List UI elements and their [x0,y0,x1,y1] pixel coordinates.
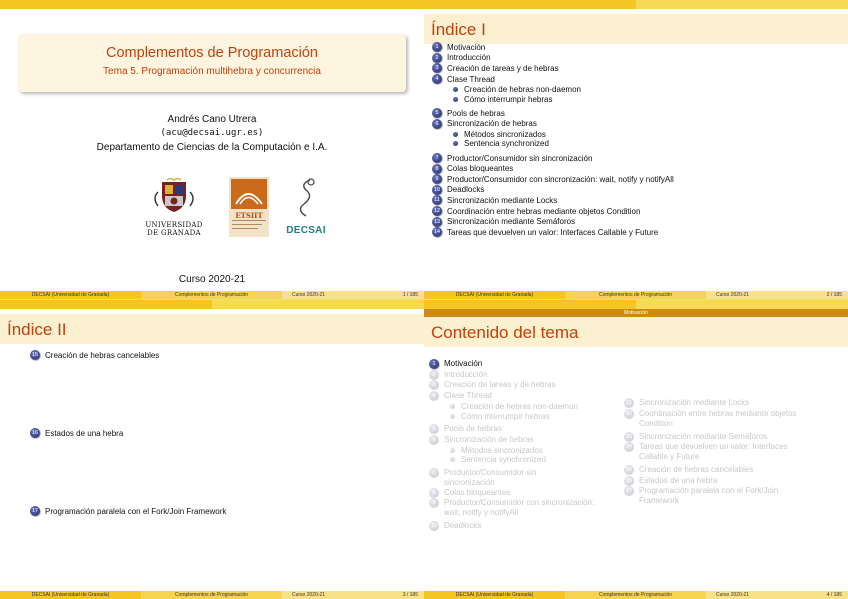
ugr-name-line1: UNIVERSIDAD [145,221,203,229]
toc-item[interactable] [30,350,159,360]
section-number-icon: 7 [432,153,442,163]
toc-item[interactable] [30,428,123,438]
toc-item[interactable] [429,380,619,391]
toc-label: Productor/Consumidor sin sincronización [447,153,593,163]
section-number-icon: 10 [430,523,438,530]
toc-label: Creación de hebras cancelables [45,350,160,360]
section-number-icon: 9 [429,498,439,508]
frame-title: Contenido del tema [431,323,579,342]
section-number-icon: 17 [625,488,633,495]
toc-sublabel: Métodos sincronizados [464,129,546,139]
toc-label: Introducción [444,369,488,379]
top-bar-right [636,0,848,9]
slide-1-title[interactable] [0,0,424,299]
toc-label: Sincronización mediante Semáforos [639,431,768,441]
nav-current-section[interactable]: Motivación [624,310,648,316]
toc-item[interactable] [429,521,619,532]
toc-label: Pools de hebras [444,423,502,433]
toc-sublabel: Sentencia synchronized [464,139,549,149]
section-number-icon: 11 [624,398,634,408]
toc-sublabel: Creación de hebras non-daemon [461,401,578,411]
etsiit-emblem-icon [228,176,270,238]
section-number-icon: 13 [625,433,633,440]
table-of-contents [432,42,842,238]
footer-short-title: Complementos de Programación [565,291,706,299]
footer-short-title: Complementos de Programación [565,591,706,599]
footer-course-page [706,291,848,299]
toc-label: Programación paralela con el Fork/Join Framework [639,486,779,506]
section-number-icon: 11 [432,195,442,205]
toc-item[interactable] [432,63,842,74]
toc-item[interactable] [432,53,842,64]
toc-label: Colas bloqueantes [444,487,511,497]
toc-item[interactable] [429,468,569,488]
toc-sublabel: Creación de hebras non-daemon [464,84,581,94]
footer-page: 2 / 185 [826,292,842,298]
bullet-icon [450,414,455,419]
toc-item[interactable] [429,424,619,435]
slide-3-index-2[interactable] [0,300,424,599]
toc-item[interactable] [432,206,842,217]
toc-item[interactable] [624,442,804,462]
toc-label: Deadlocks [444,521,482,531]
toc-subitem[interactable] [432,84,842,94]
toc-item[interactable] [432,216,842,227]
ugr-name-line2: DE GRANADA [147,229,201,237]
toc-subitem[interactable] [429,455,619,465]
footer-page: 4 / 185 [826,592,842,598]
bullet-icon [450,404,455,409]
toc-label: Sincronización mediante Locks [447,195,558,205]
slide-2-index-1[interactable] [424,0,848,299]
presentation-title: Complementos de Programación [106,45,318,61]
footer [0,591,424,599]
decsai-logo [280,176,332,236]
frame-title-bar [424,14,848,44]
top-bar-right [212,300,424,309]
toc-label: Sincronización de hebras [447,119,537,129]
toc-item-current[interactable] [429,359,619,370]
bullet-icon [453,97,458,102]
footer-institution: DECSAI (Universidad de Granada) [0,291,141,299]
frame-title-bar [0,314,424,344]
section-number-icon: 14 [625,444,633,451]
section-number-icon: 13 [433,218,441,225]
department: Departamento de Ciencias de la Computación e I.A. [96,142,328,153]
toc-item[interactable] [624,476,824,487]
toc-item[interactable] [432,153,842,164]
section-number-icon: 16 [625,477,633,484]
section-navigation [424,309,848,317]
footer-institution: DECSAI (Universidad de Granada) [424,591,565,599]
top-bar-right [636,300,848,309]
footer-course: Curso 2020-21 [292,292,326,298]
section-number-icon: 1 [432,42,442,52]
section-number-icon: 10 [433,186,441,193]
footer [0,291,424,299]
toc-sublabel: Métodos sincronizados [461,445,543,455]
footer-institution: DECSAI (Universidad de Granada) [0,591,141,599]
bullet-icon [453,87,458,92]
footer-course: Curso 2020-21 [716,292,750,298]
toc-item[interactable] [432,119,842,130]
contents-left-column [429,359,619,532]
contents-right-column [624,398,824,506]
toc-item[interactable] [429,435,619,446]
toc-label: Coordinación entre hebras mediante objetos Condition [639,408,797,428]
toc-label: Estados de una hebra [639,475,718,485]
top-bar-left [424,0,636,9]
footer-course-page [282,291,424,299]
toc-label: Creación de tareas y de hebras [447,63,559,73]
toc-subitem[interactable] [429,445,619,455]
section-number-icon: 15 [31,352,39,358]
toc-subitem[interactable] [432,129,842,139]
section-number-icon: 1 [429,359,439,369]
section-number-icon: 6 [429,435,439,445]
toc-label: Pools de hebras [447,108,505,118]
section-number-icon: 4 [432,74,442,84]
toc-subitem[interactable] [429,401,619,411]
toc-item[interactable] [432,185,842,196]
slide-4-contents[interactable] [424,300,848,599]
footer-institution: DECSAI (Universidad de Granada) [424,291,565,299]
toc-item[interactable] [624,409,814,429]
toc-label: Creación de hebras cancelables [639,465,754,475]
decsai-wordmark: DECSAI [286,225,326,236]
toc-label: Sincronización mediante Locks [639,398,750,407]
bullet-icon [450,457,455,462]
toc-label: Estados de una hebra [45,428,124,438]
toc-subitem[interactable] [429,411,619,421]
frame-title: Índice I [431,20,486,39]
bullet-icon [453,141,458,146]
footer-course-page [706,591,848,599]
toc-item[interactable] [30,506,226,516]
author-name: Andrés Cano Utrera [167,114,257,125]
toc-item[interactable] [624,465,824,476]
toc-label: Clase Thread [444,390,492,400]
decsai-swirl-icon [280,176,332,220]
ugr-logo [134,178,214,237]
etsiit-logo [228,176,270,238]
toc-item[interactable] [432,74,842,85]
toc-label: Sincronización mediante Semáforos [447,217,576,227]
ugr-crest-icon [134,178,214,216]
section-number-icon: 6 [432,119,442,129]
toc-label: Deadlocks [447,185,485,195]
toc-label: Productor/Consumidor con sincronización: wait, notify y notifyAll [447,174,674,184]
footer-course: Curso 2020-21 [716,592,750,598]
toc-label: Motivación [447,42,486,52]
section-number-icon: 2 [429,370,439,380]
toc-label: Productor/Consumidor con sincronización: wait, notify y notifyAll [444,498,595,518]
bullet-icon [450,448,455,453]
top-bar [0,0,424,9]
section-number-icon: 8 [432,164,442,174]
footer-short-title: Complementos de Programación [141,291,282,299]
section-number-icon: 2 [432,53,442,63]
etsiit-wordmark: ETSIIT [235,211,263,220]
toc-sublabel: Cómo interrumpir hebras [464,94,553,104]
toc-label: Clase Thread [447,74,495,84]
top-bar-left [424,300,636,309]
section-number-icon: 12 [625,410,633,417]
section-number-icon: 16 [31,430,39,436]
section-number-icon: 4 [429,391,439,401]
presentation-subtitle: Tema 5. Programación multihebra y concurrencia [103,66,321,77]
author-email: (acu@decsai.ugr.es) [160,128,264,138]
toc-item[interactable] [429,498,599,518]
footer-course-page [282,591,424,599]
toc-item[interactable] [432,174,842,185]
section-number-icon: 9 [432,174,442,184]
toc-label: Motivación [444,359,483,368]
section-number-icon: 5 [432,108,442,118]
section-number-icon: 14 [433,229,441,236]
bullet-icon [453,132,458,137]
footer-page: 1 / 185 [402,292,418,298]
section-number-icon: 5 [429,424,439,434]
toc-item[interactable] [624,398,824,409]
toc-subitem[interactable] [432,139,842,149]
toc-item[interactable] [624,432,824,443]
toc-item[interactable] [429,370,619,381]
toc-sublabel: Cómo interrumpir hebras [461,411,550,421]
frame-title-bar [424,317,848,347]
section-number-icon: 3 [429,380,439,390]
footer [424,591,848,599]
footer-page: 3 / 185 [402,592,418,598]
section-number-icon: 7 [429,468,439,478]
section-number-icon: 3 [432,63,442,73]
section-number-icon: 17 [31,508,39,514]
section-number-icon: 8 [429,488,439,498]
toc-label: Productor/Consumidor sin sincronización [444,467,537,487]
frame-title: Índice II [7,320,67,339]
toc-item[interactable] [432,163,842,174]
toc-item[interactable] [429,391,619,402]
toc-label: Coordinación entre hebras mediante objetos Condition [447,206,641,216]
title-box [18,34,406,92]
course-label: Curso 2020-21 [178,274,246,285]
toc-item[interactable] [432,42,842,53]
section-number-icon: 12 [433,208,441,215]
top-bar-left [0,300,212,309]
toc-label: Tareas que devuelven un valor: Interfaces Callable y Future [447,227,659,237]
toc-label: Introducción [447,53,491,63]
toc-label: Tareas que devuelven un valor: Interfaces Callable y Future [639,442,788,462]
toc-sublabel: Sentencia synchronized [461,455,546,465]
section-number-icon: 15 [625,467,633,474]
toc-label: Colas bloqueantes [447,164,514,174]
toc-subitem[interactable] [432,94,842,104]
toc-label: Programación paralela con el Fork/Join Framework [45,506,227,516]
footer-short-title: Complementos de Programación [141,591,282,599]
toc-item[interactable] [429,488,619,499]
toc-item[interactable] [432,108,842,119]
toc-item[interactable] [624,486,819,506]
toc-label: Creación de tareas y de hebras [444,380,556,390]
toc-label: Sincronización de hebras [444,434,534,444]
toc-item[interactable] [432,195,842,206]
footer [424,291,848,299]
toc-item[interactable] [432,227,842,238]
footer-course: Curso 2020-21 [292,592,326,598]
